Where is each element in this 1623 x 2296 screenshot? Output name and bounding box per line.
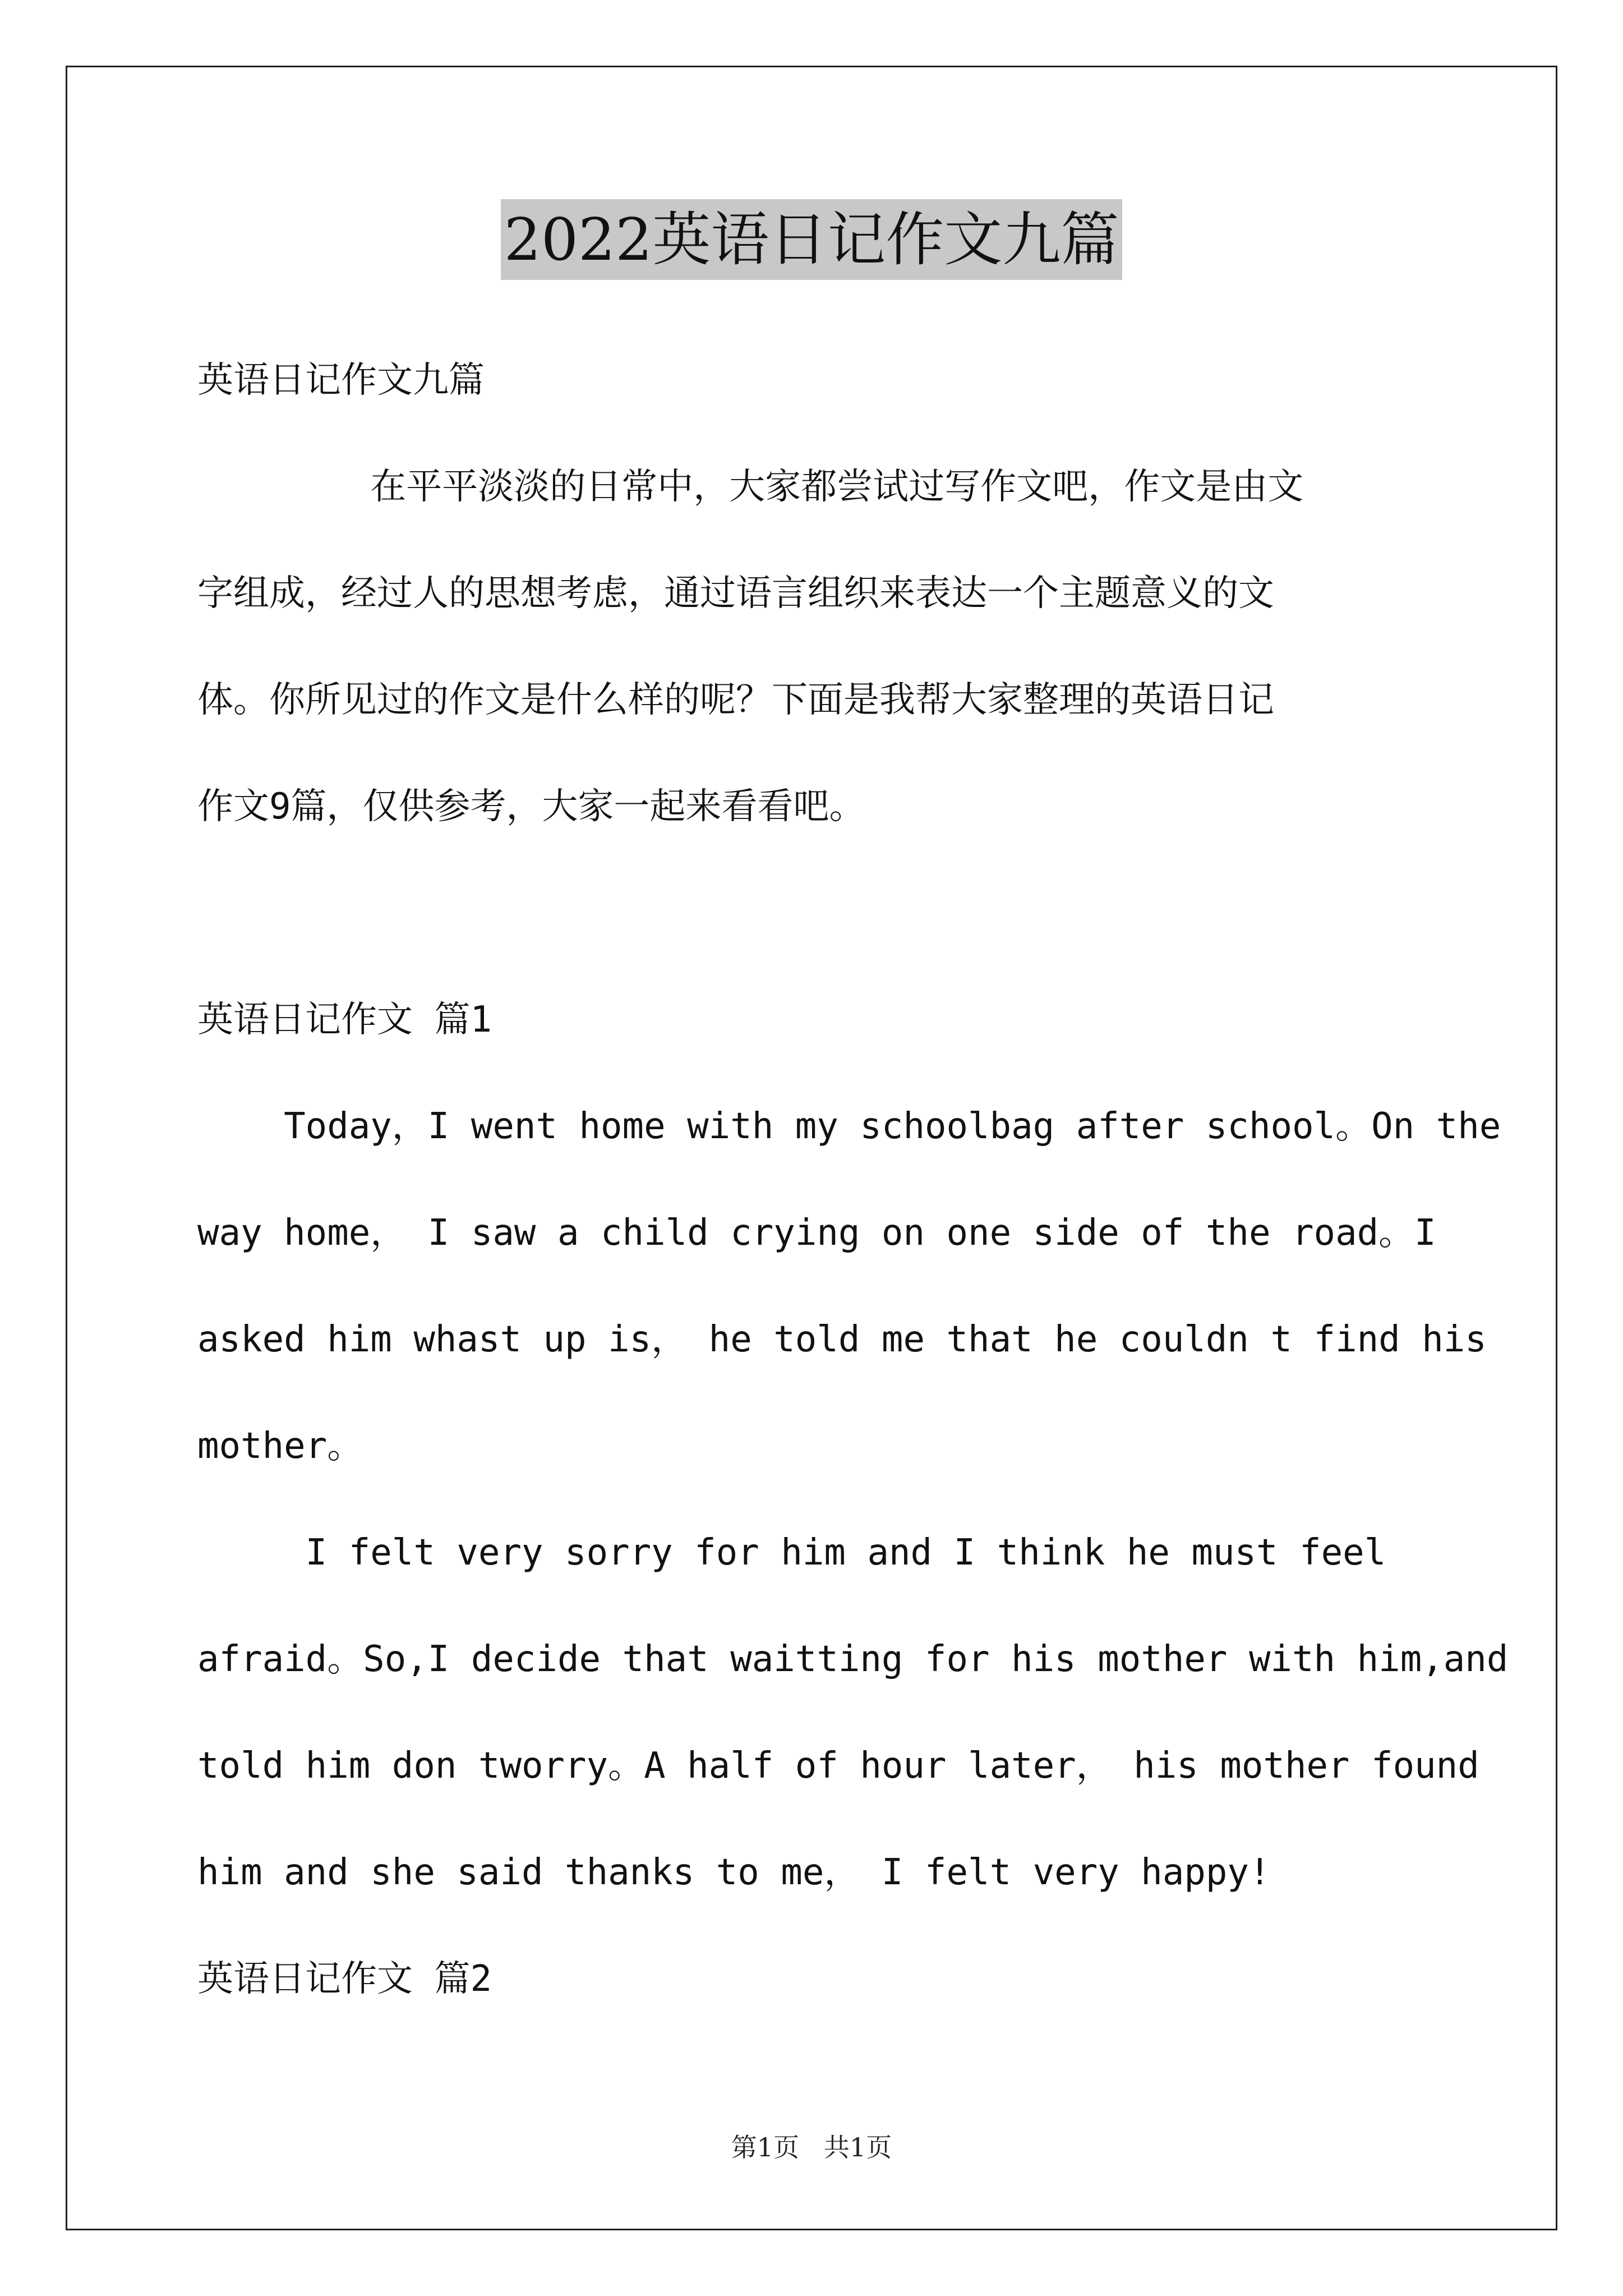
- section-1-line-4: mother。: [197, 1425, 363, 1467]
- section-1-heading: 英语日记作文 篇1: [197, 999, 492, 1041]
- document-subtitle: 英语日记作文九篇: [197, 360, 485, 401]
- intro-line-1: 在平平淡淡的日常中，大家都尝试过写作文吧，作文是由文: [197, 466, 1304, 508]
- section-1-line-6: afraid。So,I decide that waitting for his mother with him,and: [197, 1639, 1509, 1680]
- section-1-line-3: asked him whast up is， he told me that he couldn t find his: [197, 1319, 1487, 1360]
- section-1-line-8: him and she said thanks to me， I felt very happy!: [197, 1852, 1271, 1893]
- section-1-line-7: told him don tworry。A half of hour later， his mother found: [197, 1745, 1479, 1787]
- intro-line-4: 作文9篇，仅供参考，大家一起来看看吧。: [197, 786, 865, 827]
- section-1-line-2: way home， I saw a child crying on one side of the road。I: [197, 1212, 1436, 1254]
- section-1-line-5: I felt very sorry for him and I think he must feel: [197, 1532, 1386, 1573]
- page-footer: 第1页 共1页: [731, 2132, 892, 2162]
- document-title: 2022英语日记作文九篇: [501, 199, 1123, 280]
- title-container: [0, 199, 1623, 280]
- intro-line-2: 字组成，经过人的思想考虑，通过语言组织来表达一个主题意义的文: [197, 573, 1274, 614]
- section-1-line-1: Today，I went home with my schoolbag after school。On the: [197, 1106, 1501, 1147]
- intro-line-3: 体。你所见过的作文是什么样的呢？下面是我帮大家整理的英语日记: [197, 679, 1274, 721]
- section-2-heading: 英语日记作文 篇2: [197, 1958, 492, 2000]
